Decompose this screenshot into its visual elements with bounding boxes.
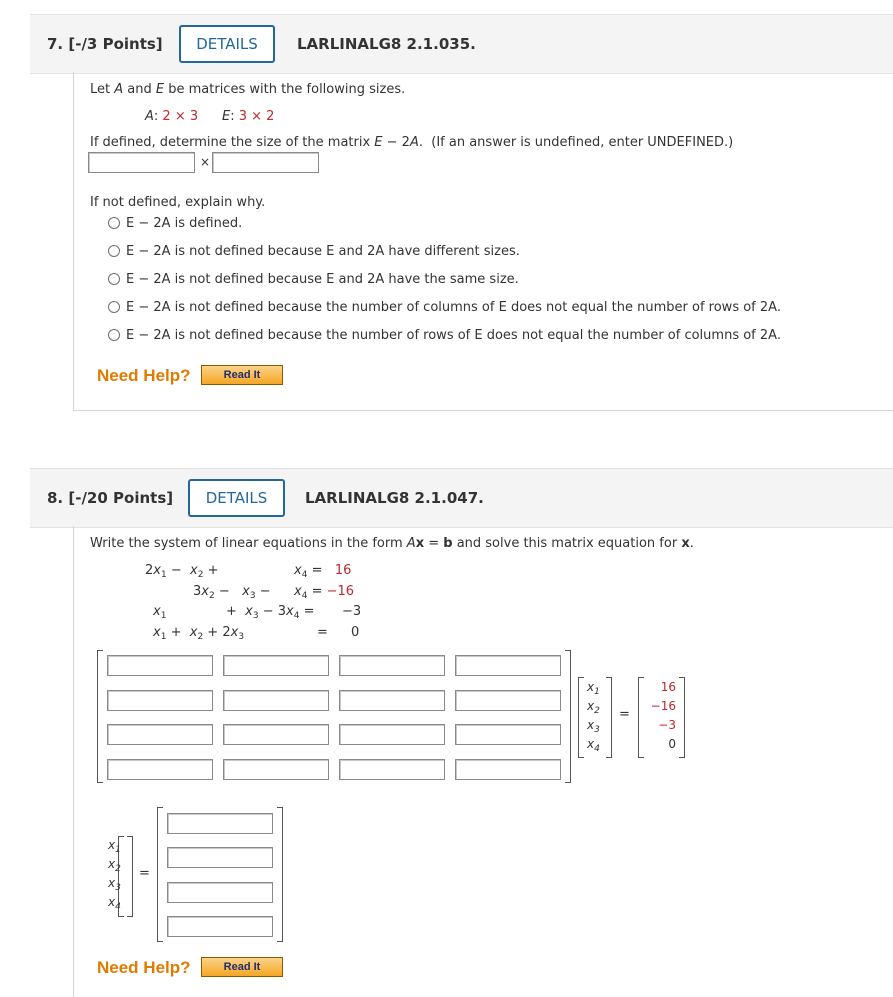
matrix-a-right-bracket <box>565 650 571 783</box>
q7-option-2: E − 2A is not defined because E and 2A have different sizes. <box>126 244 520 259</box>
matrix-a-cell[interactable] <box>339 759 445 780</box>
rhs-1: 16 <box>334 563 352 578</box>
matrix-a-cell[interactable] <box>107 724 213 745</box>
matrix-a-cell[interactable] <box>107 690 213 711</box>
q8-code: LARLINALG8 2.1.047. <box>305 489 484 507</box>
equation-3: $x_1$ <box>153 604 167 621</box>
q8-prompt: Write the system of linear equations in the form Ax = b and solve this matrix equation for x. <box>90 536 694 551</box>
b-vector-entry: −16 <box>650 699 676 713</box>
x-vector-entry: $x_2$ <box>587 699 600 716</box>
equation-4: $x_1 + x_2 + 2x_3$ <box>153 625 245 642</box>
b-vector-entry: 0 <box>668 737 676 751</box>
b-vector-entry: −3 <box>658 718 676 732</box>
equation-1-rhs: $x_4 = 16$ <box>294 563 352 580</box>
matrix-a-cell[interactable] <box>223 724 329 745</box>
solution-x2-input[interactable] <box>167 847 273 868</box>
solution-x4-input[interactable] <box>167 916 273 937</box>
equals-sign: = <box>139 866 150 881</box>
solution-x1-input[interactable] <box>167 813 273 834</box>
matrix-a-left-bracket <box>97 650 103 783</box>
q7-number: 7. <box>47 35 64 53</box>
solution-left-bracket <box>157 807 163 942</box>
q7-option-1-radio[interactable] <box>108 217 120 229</box>
q8-read-it-button[interactable]: Read It <box>201 957 283 977</box>
x-vector-entry: $x_3$ <box>587 718 600 735</box>
b-vector-right-bracket <box>679 677 685 758</box>
q7-option-4-radio[interactable] <box>108 301 120 313</box>
x-vector-left-bracket <box>578 677 584 758</box>
q8-need-help: Need Help? <box>97 958 191 977</box>
q7-size-a: A: 2 × 3 <box>145 109 199 124</box>
q7-option-5: E − 2A is not defined because the number of rows of E does not equal the number of columns of 2A. <box>126 328 781 343</box>
matrix-a-cell[interactable] <box>339 724 445 745</box>
matrix-a-cell[interactable] <box>223 690 329 711</box>
matrix-a-cell[interactable] <box>339 655 445 676</box>
q8-title <box>47 489 173 507</box>
q7-option-1: E − 2A is defined. <box>126 216 243 231</box>
q7-code: LARLINALG8 2.1.035. <box>297 35 476 53</box>
matrix-a-cell[interactable] <box>455 724 561 745</box>
details-label: DETAILS <box>205 489 268 507</box>
q7-option-3: E − 2A is not defined because E and 2A have the same size. <box>126 272 519 287</box>
b-vector-entry: 16 <box>660 680 676 694</box>
rhs-2: −16 <box>326 584 355 599</box>
equation-2: $3x_2 - x_3$ − <box>193 584 271 601</box>
matrix-a-cell[interactable] <box>455 690 561 711</box>
rhs-3: −3 <box>342 604 362 619</box>
equals-sign: = <box>619 707 630 722</box>
matrix-a-cell[interactable] <box>339 690 445 711</box>
equation-4-eq: = <box>317 625 328 640</box>
q7-title <box>47 35 163 53</box>
matrix-a-cell[interactable] <box>455 759 561 780</box>
solution-right-bracket <box>277 807 283 942</box>
q8-points: [-/20 Points] <box>68 489 174 507</box>
solution-x-right-bracket <box>127 836 133 917</box>
q7-cols-input[interactable] <box>212 152 319 173</box>
q7-rows-input[interactable] <box>88 152 195 173</box>
x-vector-entry: $x_3$ <box>108 876 121 893</box>
q7-intro: Let A and E be matrices with the following sizes. <box>90 82 406 97</box>
q7-need-help: Need Help? <box>97 366 191 385</box>
q7-option-5-radio[interactable] <box>108 329 120 341</box>
q7-read-it-button[interactable]: Read It <box>201 365 283 385</box>
q7-option-2-radio[interactable] <box>108 245 120 257</box>
b-vector-left-bracket <box>638 677 644 758</box>
equation-1: $2x_1 - x_2$ + <box>145 563 219 580</box>
q7-details-button[interactable] <box>179 25 275 63</box>
matrix-a-cell[interactable] <box>223 655 329 676</box>
q7-points: [-/3 Points] <box>68 35 163 53</box>
x-vector-entry: $x_1$ <box>108 838 121 855</box>
q7-prompt: If defined, determine the size of the matrix E − 2A. (If an answer is undefined, enter UNDEFINED.) <box>90 135 734 150</box>
x-vector-entry: $x_2$ <box>108 857 121 874</box>
x-vector-entry: $x_4$ <box>587 737 600 754</box>
matrix-a-cell[interactable] <box>455 655 561 676</box>
q7-size-e: E: 3 × 2 <box>222 109 275 124</box>
x-vector-entry: $x_1$ <box>587 680 600 697</box>
q7-explain: If not defined, explain why. <box>90 195 266 210</box>
matrix-a-cell[interactable] <box>107 655 213 676</box>
q7-option-4: E − 2A is not defined because the number of columns of E does not equal the number of rows of 2A. <box>126 300 781 315</box>
q7-option-3-radio[interactable] <box>108 273 120 285</box>
equation-2-rhs: $x_4 = -16$ <box>294 584 355 601</box>
equation-3-mid: + $x_3 - 3x_4$ = <box>226 604 315 621</box>
details-label: DETAILS <box>196 35 258 53</box>
q8-number: 8. <box>47 489 64 507</box>
matrix-a-cell[interactable] <box>223 759 329 780</box>
x-vector-entry: $x_4$ <box>108 895 121 912</box>
q8-details-button[interactable] <box>188 479 285 517</box>
solution-x3-input[interactable] <box>167 882 273 903</box>
x-vector-right-bracket <box>606 677 612 758</box>
matrix-a-cell[interactable] <box>107 759 213 780</box>
rhs-4: 0 <box>351 625 360 640</box>
times-sign: × <box>200 155 211 169</box>
